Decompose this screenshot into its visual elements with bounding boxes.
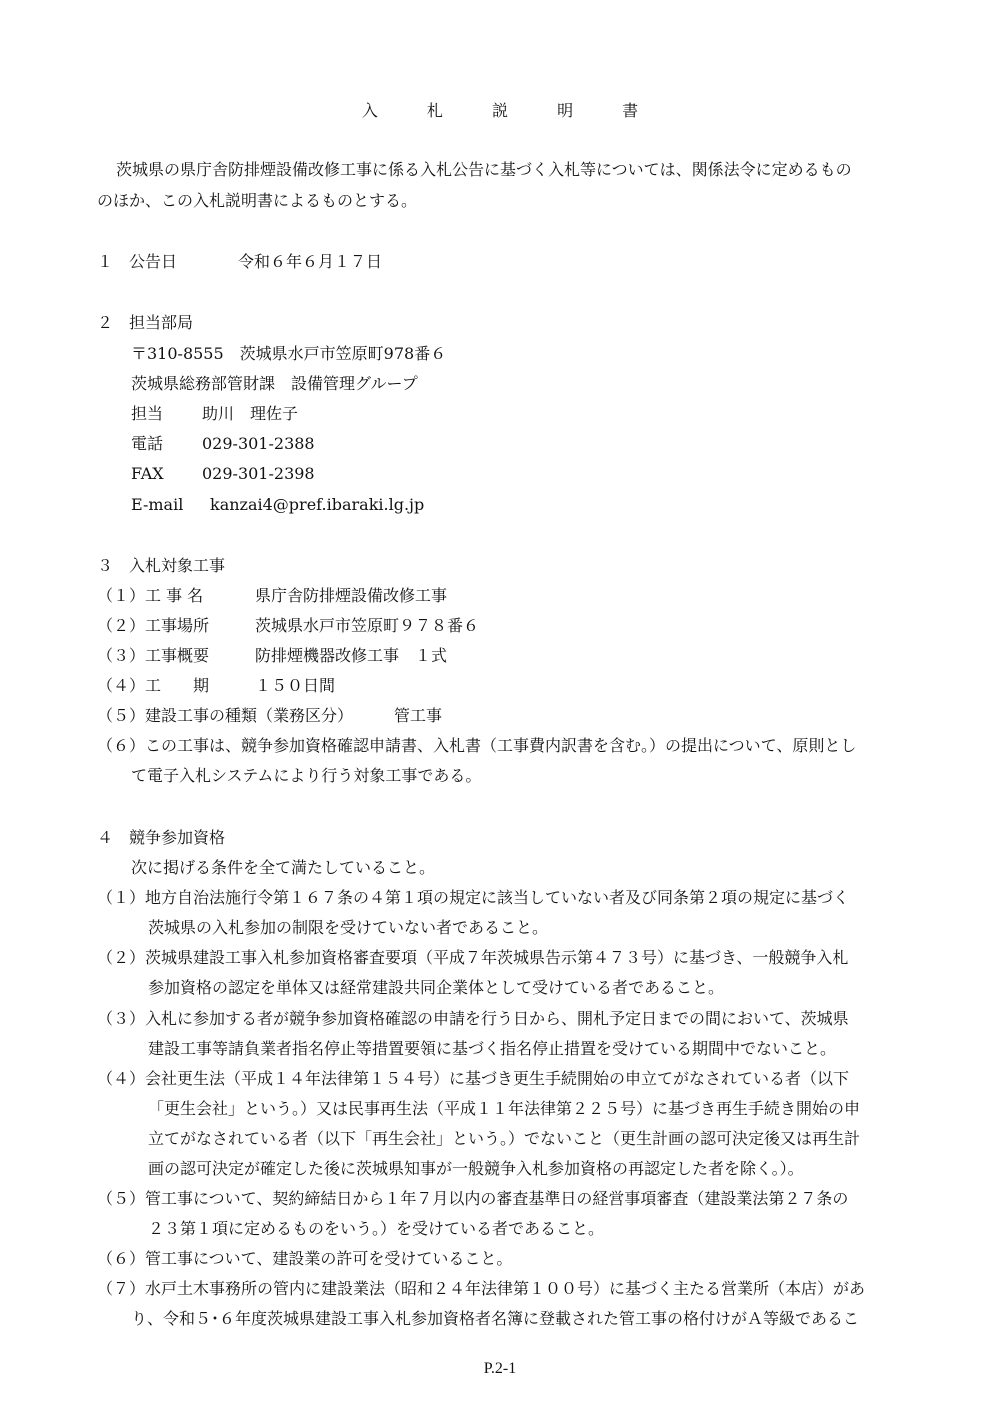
office-address: 〒310-8555 茨城県水戸市笠原町978番６ — [131, 344, 447, 363]
item-4-4-line-1: （４）会社更生法（平成１４年法律第１５４号）に基づき更生手続開始の申立てがなされている者（以下 — [97, 1069, 850, 1088]
email-label: E-mail — [131, 495, 184, 514]
phone-value: 029-301-2388 — [202, 434, 315, 453]
item-4-1-line-2: 茨城県の入札参加の制限を受けていない者であること。 — [148, 918, 549, 937]
fax-value: 029-301-2398 — [202, 464, 315, 483]
section-4-lead: 次に掲げる条件を全て満たしていること。 — [131, 858, 436, 877]
item-4-5-line-2: ２３第１項に定めるものをいう。）を受けている者であること。 — [148, 1219, 605, 1238]
item-4-3-line-1: （３）入札に参加する者が競争参加資格確認の申請を行う日から、開札予定日までの間において、茨城県 — [97, 1009, 849, 1028]
item-4-7-line-2: り、令和５･６年度茨城県建設工事入札参加資格者名簿に登載された管工事の格付けがＡ等級であるこ — [131, 1309, 860, 1328]
item-3-2-label: （２）工事場所 — [97, 616, 210, 635]
item-4-6-line-1: （６）管工事について、建設業の許可を受けていること。 — [97, 1249, 513, 1268]
item-3-4-value: １５０日間 — [255, 676, 336, 695]
item-3-5-value: 管工事 — [394, 706, 443, 725]
item-3-6-line-1: （６）この工事は、競争参加資格確認申請書、入札書（工事費内訳書を含む。）の提出について、原則とし — [97, 736, 857, 755]
item-3-1-label: （１）工 事 名 — [97, 586, 204, 605]
section-3-heading: ３ 入札対象工事 — [97, 556, 226, 575]
item-4-4-line-3: 立てがなされている者（以下「再生会社」という。）でないこと（更生計画の認可決定後又は再生計 — [148, 1129, 861, 1148]
item-3-3-value: 防排煙機器改修工事 １式 — [255, 646, 448, 665]
item-4-3-line-2: 建設工事等請負業者指名停止等措置要領に基づく指名停止措置を受けている期間中でないこと。 — [148, 1039, 837, 1058]
phone-label: 電話 — [131, 434, 164, 453]
email-value: kanzai4@pref.ibaraki.lg.jp — [210, 495, 425, 514]
section-4-heading: ４ 競争参加資格 — [97, 828, 226, 847]
section-1-heading: １ 公告日 — [97, 252, 178, 271]
intro-line-1: 茨城県の県庁舎防排煙設備改修工事に係る入札公告に基づく入札等については、関係法令に定めるもの — [116, 160, 852, 179]
item-3-4-label: （４）工 期 — [97, 676, 210, 695]
item-3-1-value: 県庁舎防排煙設備改修工事 — [255, 586, 448, 605]
item-4-4-line-4: 画の認可決定が確定した後に茨城県知事が一般競争入札参加資格の再認定した者を除く。）。 — [148, 1159, 804, 1178]
fax-label: FAX — [131, 464, 164, 483]
page-number: P.2-1 — [483, 1360, 517, 1377]
item-3-5-label: （５）建設工事の種類（業務区分） — [97, 706, 354, 725]
item-3-2-value: 茨城県水戸市笠原町９７８番６ — [255, 616, 480, 635]
item-4-2-line-1: （２）茨城県建設工事入札参加資格審査要項（平成７年茨城県告示第４７３号）に基づき、一般競争入札 — [97, 948, 849, 967]
item-3-3-label: （３）工事概要 — [97, 646, 210, 665]
item-4-7-line-1: （７）水戸土木事務所の管内に建設業法（昭和２４年法律第１００号）に基づく主たる営業所（本店）があ — [97, 1279, 866, 1298]
department-name: 茨城県総務部管財課 設備管理グループ — [131, 374, 418, 393]
item-4-2-line-2: 参加資格の認定を単体又は経常建設共同企業体として受けている者であること。 — [148, 978, 725, 997]
intro-line-2: のほか、この入札説明書によるものとする。 — [97, 191, 418, 210]
contact-person-label: 担当 — [131, 404, 164, 423]
document-title: 入 札 説 明 書 — [361, 101, 661, 120]
section-2-heading: ２ 担当部局 — [97, 313, 194, 332]
announcement-date: 令和６年６月１７日 — [238, 252, 383, 271]
item-4-4-line-2: 「更生会社」という。）又は民事再生法（平成１１年法律第２２５号）に基づき再生手続き開始の申 — [148, 1099, 861, 1118]
item-3-6-line-2: て電子入札システムにより行う対象工事である。 — [131, 766, 482, 785]
item-4-1-line-1: （１）地方自治法施行令第１６７条の４第１項の規定に該当していない者及び同条第２項の規定に基づく — [97, 888, 850, 907]
item-4-5-line-1: （５）管工事について、契約締結日から１年７月以内の審査基準日の経営事項審査（建設業法第２７条の — [97, 1189, 849, 1208]
contact-person-value: 助川 理佐子 — [202, 404, 299, 423]
